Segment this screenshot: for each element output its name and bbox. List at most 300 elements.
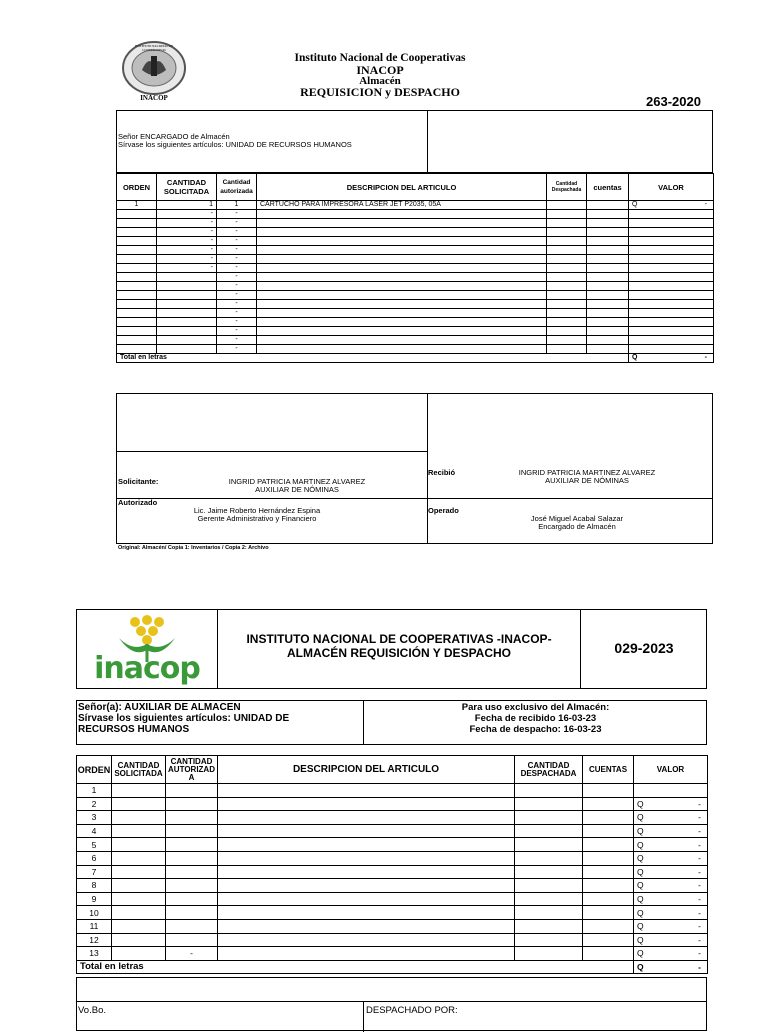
cell-cuentas <box>583 933 634 947</box>
cell-autorizada: - <box>217 228 257 237</box>
cell-autorizada <box>166 838 218 852</box>
cell-autorizada: - <box>217 309 257 318</box>
cell-solicitada: - <box>157 228 217 237</box>
cell-despachada <box>547 282 587 291</box>
cell-currency <box>629 318 632 325</box>
cell-solicitada <box>157 318 217 327</box>
cell-amount: - <box>698 866 701 877</box>
request-instruction-2: Sírvase los siguientes artículos: UNIDAD DE <box>78 713 290 724</box>
cell-amount: - <box>698 812 701 823</box>
cell-orden: 9 <box>77 892 112 906</box>
vobo-label: Vo.Bo. <box>78 1005 106 1016</box>
cell-despachada <box>515 865 583 879</box>
cell-currency <box>629 255 632 262</box>
cell-autorizada: - <box>217 318 257 327</box>
cell-currency <box>629 210 632 217</box>
cell-descripcion <box>257 336 547 345</box>
col-orden: ORDEN <box>117 174 157 201</box>
cell-orden: 12 <box>77 933 112 947</box>
cell-valor <box>629 246 714 255</box>
cell-cuentas <box>583 838 634 852</box>
form-title-2: ALMACÉN REQUISICIÓN Y DESPACHO <box>286 646 512 660</box>
cell-valor <box>634 947 708 961</box>
cell-autorizada: - <box>217 255 257 264</box>
cell-currency: Q <box>637 812 644 823</box>
cell-descripcion <box>257 318 547 327</box>
cell-descripcion <box>218 892 515 906</box>
cell-currency <box>629 246 632 253</box>
cell-orden: 11 <box>77 919 112 933</box>
cell-amount: - <box>698 934 701 945</box>
table-row <box>117 300 714 309</box>
cell-solicitada <box>157 273 217 282</box>
cell-descripcion <box>257 210 547 219</box>
cell-currency <box>629 327 632 334</box>
cell-solicitada <box>112 947 166 961</box>
cell-currency: Q <box>637 934 644 945</box>
operado-name: José Miguel Acabal Salazar <box>530 514 624 523</box>
cell-amount: - <box>698 907 701 918</box>
recibio-label: Recibió <box>428 468 456 477</box>
total-amount-2: - <box>698 962 701 973</box>
table-row <box>117 201 714 210</box>
cell-autorizada <box>166 906 218 920</box>
cell-autorizada: - <box>217 219 257 228</box>
cell-despachada <box>547 291 587 300</box>
cell-orden: 1 <box>117 201 157 210</box>
cell-solicitada <box>112 865 166 879</box>
cell-cuentas <box>587 300 629 309</box>
table-row <box>117 246 714 255</box>
solicitante-name: INGRID PATRICIA MARTINEZ ALVAREZ <box>228 477 366 486</box>
cell-valor <box>634 892 708 906</box>
cell-descripcion <box>257 291 547 300</box>
cell-solicitada <box>112 797 166 811</box>
cell-cuentas <box>587 246 629 255</box>
cell-orden <box>117 282 157 291</box>
cell-solicitada <box>112 784 166 798</box>
cell-currency <box>629 345 632 352</box>
cell-orden <box>117 300 157 309</box>
institution-title-2: INSTITUTO NACIONAL DE COOPERATIVAS -INACOP- <box>246 632 552 646</box>
col-cantidad-autorizada-2: CANTIDAD AUTORIZAD A <box>166 756 218 784</box>
cell-orden <box>117 327 157 336</box>
cell-cuentas <box>587 273 629 282</box>
cell-despachada <box>547 264 587 273</box>
cell-autorizada <box>166 784 218 798</box>
col-cantidad-despachada-2: CANTIDAD DESPACHADA <box>515 756 583 784</box>
cell-descripcion <box>257 327 547 336</box>
autorizado-title: Gerente Administrativo y Financiero <box>197 514 317 523</box>
cell-autorizada <box>166 919 218 933</box>
signature-row-2 <box>76 1001 707 1031</box>
cell-autorizada: - <box>217 345 257 354</box>
cell-descripcion <box>218 865 515 879</box>
cell-despachada <box>515 879 583 893</box>
cell-valor <box>634 824 708 838</box>
cell-descripcion <box>257 309 547 318</box>
cell-orden <box>117 255 157 264</box>
cell-valor <box>629 219 714 228</box>
cell-descripcion <box>257 264 547 273</box>
cell-amount: - <box>698 798 701 809</box>
cell-valor <box>629 309 714 318</box>
cell-amount: - <box>698 839 701 850</box>
cell-currency: Q <box>637 866 644 877</box>
table-row <box>77 892 708 906</box>
inacop-logo <box>79 614 215 686</box>
cell-orden: 4 <box>77 824 112 838</box>
cell-valor <box>629 345 714 354</box>
table-row <box>117 255 714 264</box>
cell-amount: - <box>698 880 701 891</box>
cell-cuentas <box>583 865 634 879</box>
table-row <box>77 838 708 852</box>
cell-autorizada: - <box>217 210 257 219</box>
table-row <box>117 327 714 336</box>
solicitante-title: AUXILIAR DE NÓMINAS <box>255 485 339 494</box>
operado-title: Encargado de Almacén <box>538 522 616 531</box>
cell-autorizada: - <box>217 237 257 246</box>
cell-autorizada <box>166 851 218 865</box>
cell-descripcion <box>218 933 515 947</box>
table-row <box>77 784 708 798</box>
cell-valor <box>634 879 708 893</box>
cell-despachada <box>515 947 583 961</box>
cell-orden: 13 <box>77 947 112 961</box>
institution-name: Instituto Nacional de Cooperativas <box>294 52 466 64</box>
cell-descripcion <box>257 246 547 255</box>
cell-autorizada: - <box>217 246 257 255</box>
cell-descripcion <box>218 851 515 865</box>
table-row <box>77 933 708 947</box>
cell-cuentas <box>583 824 634 838</box>
cell-orden <box>117 228 157 237</box>
cell-valor <box>629 318 714 327</box>
cell-valor <box>629 264 714 273</box>
cell-despachada <box>515 906 583 920</box>
cell-autorizada <box>166 892 218 906</box>
solicitante-label: Solicitante: <box>118 477 159 486</box>
total-amount-1: - <box>704 354 707 361</box>
cell-descripcion <box>257 273 547 282</box>
cell-orden: 5 <box>77 838 112 852</box>
cell-despachada <box>547 228 587 237</box>
request-recipient: Señor ENCARGADO de Almacén <box>118 132 230 141</box>
cell-autorizada: - <box>217 327 257 336</box>
table-row <box>117 264 714 273</box>
cell-cuentas <box>587 255 629 264</box>
cell-despachada <box>547 237 587 246</box>
cell-cuentas <box>587 201 629 210</box>
cell-orden <box>117 237 157 246</box>
cell-cuentas <box>587 219 629 228</box>
cell-cuentas <box>587 318 629 327</box>
cell-descripcion <box>218 906 515 920</box>
cell-autorizada: - <box>217 273 257 282</box>
seal-caption: INACOP <box>140 94 168 102</box>
cell-currency: Q <box>632 201 638 208</box>
cell-valor <box>629 228 714 237</box>
cell-solicitada: - <box>157 210 217 219</box>
cell-despachada <box>547 246 587 255</box>
cell-solicitada <box>112 811 166 825</box>
cell-currency: Q <box>637 948 644 959</box>
cell-cuentas <box>587 282 629 291</box>
total-currency-1: Q <box>632 354 638 361</box>
cell-descripcion <box>218 824 515 838</box>
copies-note: Original: Almacén/ Copia 1: Inventarios / Copia 2: Archivo <box>118 545 269 551</box>
cell-currency: Q <box>637 839 644 850</box>
cell-valor <box>629 282 714 291</box>
cell-despachada <box>547 210 587 219</box>
total-label-2: Total en letras <box>77 960 634 974</box>
header-box-2 <box>76 609 707 689</box>
cell-amount: - <box>698 948 701 959</box>
cell-currency: Q <box>637 826 644 837</box>
cell-currency: Q <box>637 880 644 891</box>
cell-solicitada <box>157 300 217 309</box>
cell-cuentas <box>587 327 629 336</box>
table-row <box>77 797 708 811</box>
cell-despachada <box>547 345 587 354</box>
cell-solicitada <box>157 327 217 336</box>
cell-orden: 2 <box>77 797 112 811</box>
cell-solicitada: 1 <box>157 201 217 210</box>
table-row <box>117 273 714 282</box>
cell-autorizada: - <box>217 300 257 309</box>
table-row <box>77 811 708 825</box>
operado-label: Operado <box>428 506 459 515</box>
request-box-2 <box>76 700 707 745</box>
cell-despachada <box>515 784 583 798</box>
table-row <box>117 237 714 246</box>
cell-valor <box>629 273 714 282</box>
cell-despachada <box>515 824 583 838</box>
cell-cuentas <box>587 309 629 318</box>
fecha-recibido: Fecha de recibido 16-03-23 <box>474 713 597 724</box>
table-row <box>77 879 708 893</box>
cell-orden <box>117 219 157 228</box>
cell-autorizada <box>166 824 218 838</box>
cell-despachada <box>547 219 587 228</box>
cell-cuentas <box>583 797 634 811</box>
cell-cuentas <box>583 919 634 933</box>
cell-solicitada: - <box>157 264 217 273</box>
cell-solicitada <box>112 851 166 865</box>
cell-currency <box>634 785 637 795</box>
cell-orden <box>117 345 157 354</box>
cell-orden <box>117 273 157 282</box>
cell-valor <box>634 811 708 825</box>
cell-cuentas <box>587 264 629 273</box>
cell-currency: Q <box>637 798 644 809</box>
cell-orden <box>117 210 157 219</box>
cell-orden <box>117 291 157 300</box>
cell-autorizada <box>166 865 218 879</box>
table-row <box>77 947 708 961</box>
cell-amount: - <box>698 853 701 864</box>
despachado-por-label: DESPACHADO POR: <box>366 1005 458 1016</box>
cell-valor <box>629 210 714 219</box>
cell-cuentas <box>583 892 634 906</box>
form-title: REQUISICION y DESPACHO <box>300 85 460 99</box>
cell-solicitada <box>157 291 217 300</box>
cell-valor <box>634 784 708 798</box>
cell-autorizada <box>166 879 218 893</box>
cell-currency <box>629 228 632 235</box>
cell-currency: Q <box>637 907 644 918</box>
cell-valor <box>634 838 708 852</box>
cell-autorizada: - <box>217 336 257 345</box>
cell-valor <box>634 797 708 811</box>
total-value-1 <box>629 354 714 363</box>
cell-cuentas <box>587 228 629 237</box>
cell-orden: 10 <box>77 906 112 920</box>
cell-currency: Q <box>637 921 644 932</box>
table-row <box>77 906 708 920</box>
cell-currency <box>629 291 632 298</box>
requisition-number: 263-2020 <box>646 94 701 109</box>
cell-currency <box>629 273 632 280</box>
cell-despachada <box>515 919 583 933</box>
request-box <box>116 110 713 173</box>
col-cantidad-despachada: Cantidad Despachada <box>547 174 587 201</box>
cell-solicitada <box>157 309 217 318</box>
cell-autorizada <box>166 933 218 947</box>
total-currency-2: Q <box>637 962 644 973</box>
col-orden-2: ORDEN <box>77 756 112 784</box>
col-valor-2: VALOR <box>634 756 708 784</box>
items-table-1 <box>116 173 714 363</box>
cell-valor <box>634 851 708 865</box>
cell-orden: 1 <box>77 784 112 798</box>
cell-solicitada <box>157 282 217 291</box>
cell-descripcion: CARTUCHO PARA IMPRESORA LASER JET P2035, 05A <box>257 201 547 210</box>
bottom-blank-row <box>76 977 707 1002</box>
cell-solicitada <box>112 879 166 893</box>
table-row <box>77 919 708 933</box>
table-row <box>117 318 714 327</box>
recibio-name: INGRID PATRICIA MARTINEZ ALVAREZ <box>518 468 656 477</box>
cell-cuentas <box>583 851 634 865</box>
cell-descripcion <box>218 919 515 933</box>
cell-solicitada <box>112 838 166 852</box>
cell-descripcion <box>257 219 547 228</box>
cell-valor <box>634 919 708 933</box>
col-cuentas: cuentas <box>587 174 629 201</box>
cell-despachada <box>547 273 587 282</box>
cell-orden <box>117 246 157 255</box>
cell-valor <box>629 291 714 300</box>
cell-amount: - <box>704 201 707 208</box>
table-row <box>117 282 714 291</box>
cell-solicitada <box>112 906 166 920</box>
requisition-number-2: 029-2023 <box>614 640 674 656</box>
cell-orden <box>117 309 157 318</box>
cell-currency <box>629 219 632 226</box>
table-row <box>117 345 714 354</box>
cell-cuentas <box>583 879 634 893</box>
cell-descripcion <box>257 255 547 264</box>
table-row <box>77 865 708 879</box>
autorizado-name: Lic. Jaime Roberto Hernández Espina <box>193 506 321 515</box>
almacen-use-label: Para uso exclusivo del Almacén: <box>461 702 610 713</box>
cell-cuentas <box>583 947 634 961</box>
request-recipient-2: Señor(a): AUXILIAR DE ALMACEN <box>78 702 241 713</box>
cell-descripcion <box>257 237 547 246</box>
cell-cuentas <box>583 906 634 920</box>
cell-despachada <box>547 300 587 309</box>
cell-descripcion <box>257 300 547 309</box>
cell-despachada <box>515 811 583 825</box>
cell-cuentas <box>587 237 629 246</box>
signature-area <box>116 393 713 544</box>
fecha-despacho: Fecha de despacho: 16-03-23 <box>469 724 602 735</box>
cell-descripcion <box>257 228 547 237</box>
cell-valor <box>634 865 708 879</box>
cell-cuentas <box>587 291 629 300</box>
inacop-seal-logo <box>118 40 190 102</box>
table-row <box>77 851 708 865</box>
table-row <box>117 219 714 228</box>
cell-solicitada <box>112 933 166 947</box>
table-row <box>117 228 714 237</box>
cell-despachada <box>515 933 583 947</box>
col-cantidad-solicitada-2: CANTIDAD SOLICITADA <box>112 756 166 784</box>
cell-autorizada: - <box>217 282 257 291</box>
cell-despachada <box>547 309 587 318</box>
autorizado-label: Autorizado <box>118 498 158 507</box>
cell-descripcion <box>218 784 515 798</box>
items-table-2 <box>76 755 708 974</box>
cell-currency <box>629 300 632 307</box>
cell-solicitada: - <box>157 237 217 246</box>
total-label-1: Total en letras <box>117 354 629 363</box>
seal-ring-text: INSTITUTO NACIONAL DE COOPERATIVAS <box>134 44 174 52</box>
cell-valor <box>634 933 708 947</box>
recibio-title: AUXILIAR DE NÓMINAS <box>545 476 629 485</box>
cell-valor <box>629 255 714 264</box>
cell-solicitada: - <box>157 255 217 264</box>
table-row <box>117 291 714 300</box>
cell-currency <box>629 282 632 289</box>
cell-amount: - <box>698 826 701 837</box>
inacop-logo-text: inacop <box>94 651 200 686</box>
cell-solicitada <box>112 919 166 933</box>
cell-despachada <box>547 327 587 336</box>
cell-orden: 6 <box>77 851 112 865</box>
cell-autorizada: - <box>217 264 257 273</box>
cell-currency <box>629 237 632 244</box>
department-name: Almacén <box>359 75 401 87</box>
cell-orden <box>117 318 157 327</box>
cell-valor <box>629 300 714 309</box>
cell-orden <box>117 264 157 273</box>
col-descripcion-2: DESCRIPCION DEL ARTICULO <box>218 756 515 784</box>
cell-descripcion <box>218 838 515 852</box>
table-row <box>77 824 708 838</box>
cell-cuentas <box>587 345 629 354</box>
cell-orden <box>117 336 157 345</box>
cell-valor <box>629 201 714 210</box>
cell-valor <box>629 336 714 345</box>
cell-cuentas <box>583 811 634 825</box>
cell-despachada <box>515 851 583 865</box>
col-cantidad-solicitada: CANTIDAD SOLICITADA <box>157 174 217 201</box>
cell-autorizada: - <box>166 947 218 961</box>
cell-valor <box>634 906 708 920</box>
